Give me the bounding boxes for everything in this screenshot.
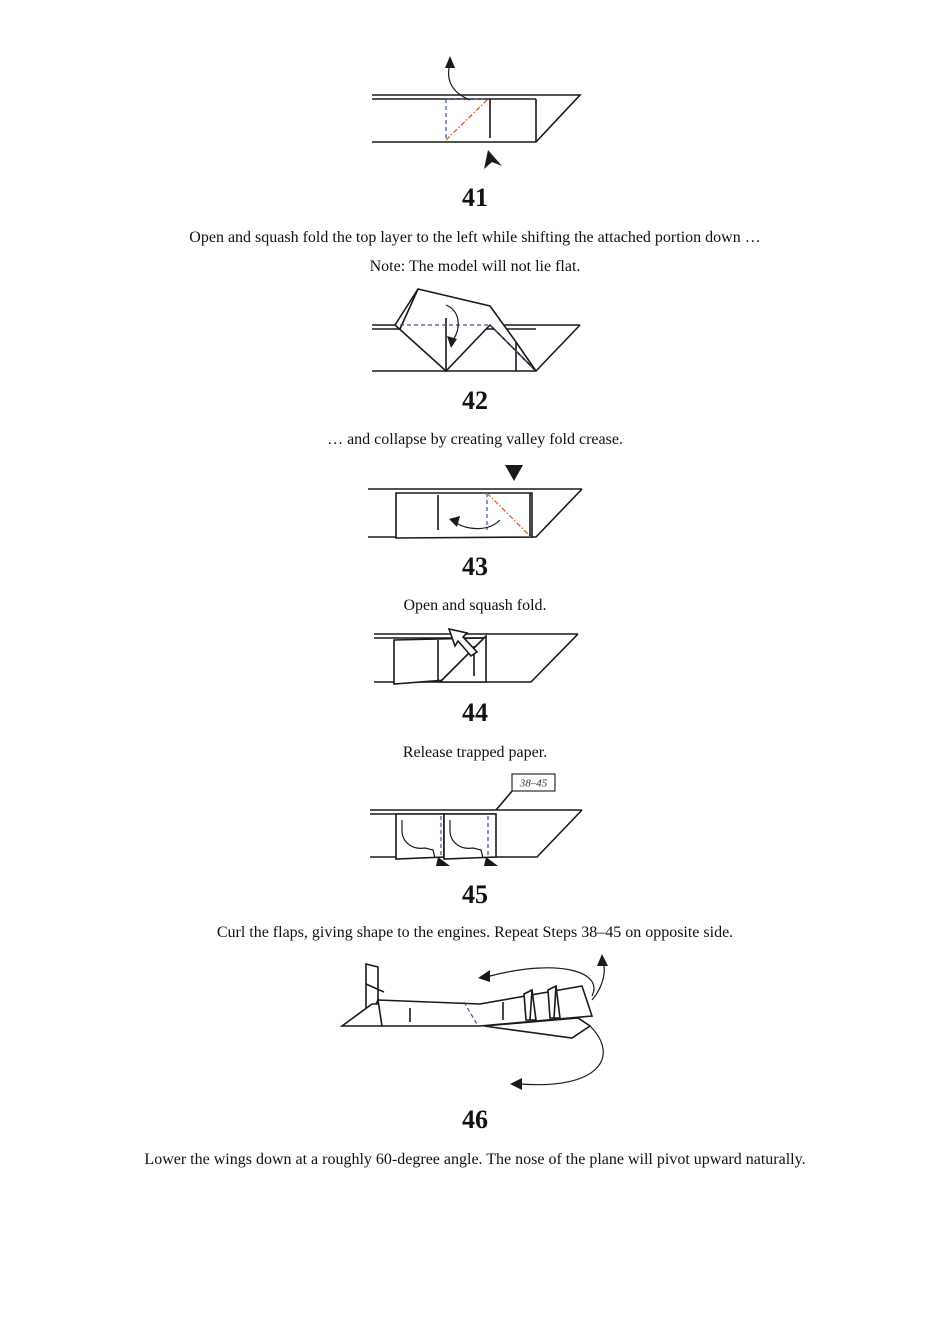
repeat-reference-label: 38–45: [519, 777, 548, 790]
step-caption: Lower the wings down at a roughly 60-degree angle. The nose of the plane will pivot upward naturally.: [144, 1151, 806, 1168]
step-caption: Open and squash fold the top layer to the left while shifting the attached portion down …: [189, 229, 761, 246]
step-number: 42: [462, 386, 488, 415]
step-number: 41: [462, 183, 488, 212]
step-note: Note: The model will not lie flat.: [369, 258, 581, 275]
step-caption: Curl the flaps, giving shape to the engines. Repeat Steps 38–45 on opposite side.: [216, 924, 734, 941]
step-46-diagram: [0, 950, 950, 1095]
step-caption: Open and squash fold.: [403, 597, 547, 614]
step-44-diagram: [0, 622, 950, 692]
step-caption: Release trapped paper.: [402, 744, 548, 761]
step-number: 46: [462, 1105, 488, 1134]
step-number: 43: [462, 552, 488, 581]
step-43-diagram: [0, 460, 950, 545]
step-number: 44: [462, 698, 488, 727]
step-45-diagram: [0, 770, 950, 870]
step-caption: … and collapse by creating valley fold crease.: [327, 431, 623, 448]
step-41-diagram: [0, 50, 950, 175]
step-number: 45: [462, 880, 488, 909]
step-42-diagram: [0, 285, 950, 380]
